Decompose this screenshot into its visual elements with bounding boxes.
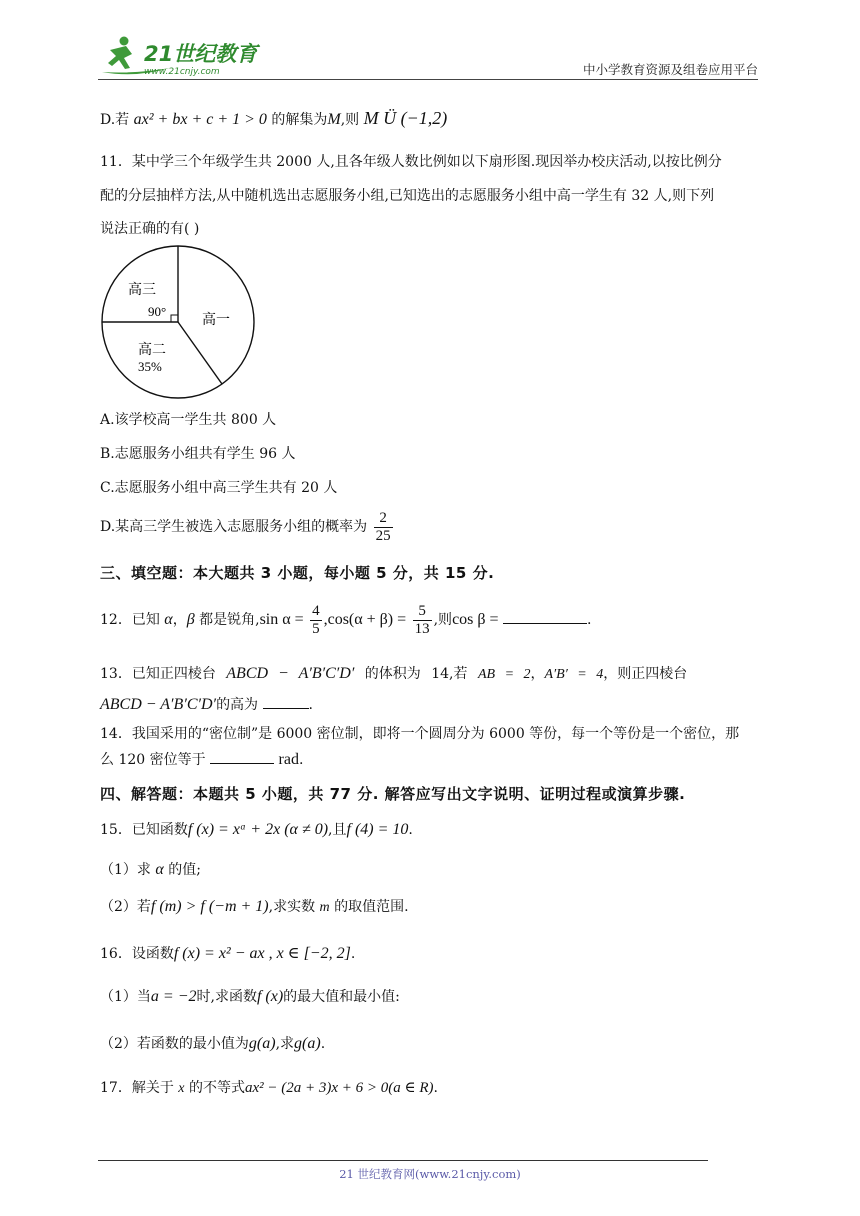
svg-text:www.21cnjy.com: www.21cnjy.com bbox=[144, 67, 220, 77]
footer-rule bbox=[98, 1160, 708, 1161]
q12-answer-blank bbox=[503, 609, 587, 624]
q16-stem: 16．设函数f (x) = x² − ax , x ∈ [−2, 2]. bbox=[100, 945, 356, 962]
q11-option-c: C.志愿服务小组中高三学生共有 20 人 bbox=[100, 480, 338, 496]
q14-line-1: 14．我国采用的“密位制”是 6000 密位制，即将一个圆周分为 6000 等份，每一个等份是一个密位，那 bbox=[100, 726, 740, 742]
pie-label-gaoer: 高二 bbox=[138, 342, 166, 358]
pie-label-gaosan: 高三 bbox=[128, 282, 156, 298]
q11-option-d-fraction: $\frac{2}{25}$ bbox=[375, 509, 391, 544]
q11-option-d: D.某高三学生被选入志愿服务小组的概率为 $\frac{2}{25}$ bbox=[100, 509, 391, 544]
footer-link[interactable]: 21 世纪教育网(www.21cnjy.com) bbox=[339, 1167, 521, 1181]
q13-line-2: ABCD − A′B′C′D′的高为 . bbox=[100, 696, 313, 713]
pie-angle-label: 90° bbox=[148, 304, 167, 319]
q11-stem-line-2: 配的分层抽样方法,从中随机选出志愿服务小组,已知选出的志愿服务小组中高一学生有 32 人,则下列 bbox=[100, 188, 715, 204]
q10-option-d: D.若 ax² + bx + c + 1 > 0 的解集为M,则 M Ü (−1,2) bbox=[100, 108, 448, 128]
q14-line-2: 么 120 密位等于 rad. bbox=[100, 751, 304, 768]
q15-part-2: （2）若f (m) > f (−m + 1),求实数 m 的取值范围. bbox=[100, 898, 409, 915]
q14-answer-blank bbox=[210, 749, 274, 764]
pie-pct-gaoer: 35% bbox=[138, 359, 162, 374]
q17-stem: 17．解关于 x 的不等式ax² − (2a + 3)x + 6 > 0(a ∈ R). bbox=[100, 1080, 438, 1096]
site-logo bbox=[96, 34, 266, 78]
q11-option-b: B.志愿服务小组共有学生 96 人 bbox=[100, 446, 296, 462]
svg-text:21世纪教育: 21世纪教育 bbox=[144, 42, 258, 66]
q13-line-1: 13．已知正四棱台 ABCD − A′B′C′D′ 的体积为 14,若 AB = 2，A′B′ = 4，则正四棱台 bbox=[100, 665, 688, 682]
grade-pie-chart bbox=[100, 244, 256, 400]
q15-part-1: （1）求 α 的值; bbox=[100, 861, 201, 878]
q16-part-2: （2）若函数的最小值为g(a),求g(a). bbox=[100, 1035, 326, 1052]
q11-stem-line-1: 11．某中学三个年级学生共 2000 人,且各年级人数比例如以下扇形图.现因举办校庆活动,以按比例分 bbox=[100, 154, 722, 170]
platform-title: 中小学教育资源及组卷应用平台 bbox=[582, 62, 758, 77]
q12: 12．已知 α，β 都是锐角,sin α = $\frac{4}{5}$ ,cos(α + β) = $\frac{5}{13}$ ,则cos β = . bbox=[100, 602, 592, 637]
q13-answer-blank bbox=[263, 694, 309, 709]
q15-stem: 15．已知函数f (x) = xᵅ + 2x (α ≠ 0),且f (4) = 10. bbox=[100, 821, 413, 838]
q11-stem-line-3: 说法正确的有( ) bbox=[100, 221, 200, 237]
pie-label-gaoyi: 高一 bbox=[202, 312, 230, 328]
header-rule bbox=[98, 79, 758, 80]
section-3-heading: 三、填空题：本大题共 3 小题，每小题 5 分，共 15 分. bbox=[100, 564, 495, 582]
q16-part-1: （1）当a = −2时,求函数f (x)的最大值和最小值: bbox=[100, 988, 400, 1005]
q11-option-a: A.该学校高一学生共 800 人 bbox=[100, 412, 277, 428]
section-4-heading: 四、解答题：本题共 5 小题，共 77 分. 解答应写出文字说明、证明过程或演算步骤. bbox=[100, 785, 686, 803]
